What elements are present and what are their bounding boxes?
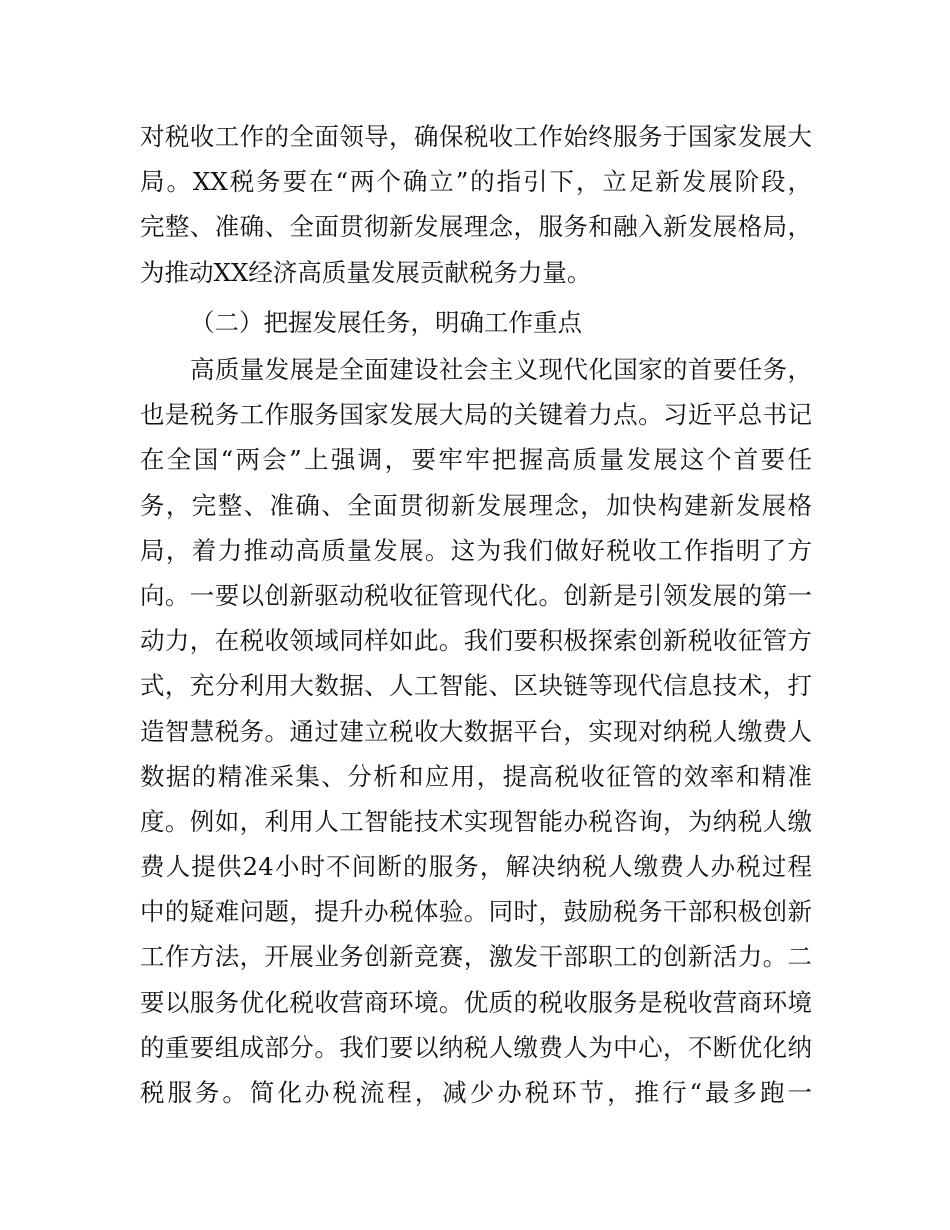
paragraph-1-line: 为推动XX经济高质量发展贡献税务力量。 [140, 257, 592, 287]
paragraph-2-line: 向。一要以创新驱动税收征管现代化。创新是引领发展的第一 [140, 580, 812, 610]
paragraph-2-line: 务，完整、准确、全面贯彻新发展理念，加快构建新发展格 [140, 490, 812, 520]
paragraph-2-line: 局，着力推动高质量发展。这为我们做好税收工作指明了方 [140, 535, 812, 565]
paragraph-1 [140, 114, 812, 295]
paragraph-1-line: 完整、准确、全面贯彻新发展理念，服务和融入新发展格局， [140, 212, 812, 242]
paragraph-2-line: 高质量发展是全面建设社会主义现代化国家的首要任务， [190, 355, 812, 384]
paragraph-2-line: 税服务。简化办税流程，减少办税环节，推行“最多跑一 [140, 1078, 812, 1107]
paragraph-2-line: 造智慧税务。通过建立税收大数据平台，实现对纳税人缴费人 [140, 716, 812, 746]
paragraph-2-line: 的重要组成部分。我们要以纳税人缴费人为中心，不断优化纳 [140, 1032, 812, 1062]
paragraph-2-line: 工作方法，开展业务创新竞赛，激发干部职工的创新活力。二 [140, 942, 812, 972]
paragraph-2 [140, 347, 812, 1115]
paragraph-2-line: 在全国“两会”上强调，要牢牢把握高质量发展这个首要任 [140, 445, 812, 475]
paragraph-2-line: 也是税务工作服务国家发展大局的关键着力点。习近平总书记 [140, 400, 812, 430]
paragraph-2-line: 式，充分利用大数据、人工智能、区块链等现代信息技术，打 [140, 671, 812, 701]
paragraph-2-line: 要以服务优化税收营商环境。优质的税收服务是税收营商环境 [140, 987, 812, 1017]
paragraph-2-line: 费人提供24小时不间断的服务，解决纳税人缴费人办税过程 [140, 852, 812, 882]
paragraph-2-line: 动力，在税收领域同样如此。我们要积极探索创新税收征管方 [140, 626, 812, 656]
paragraph-1-line: 对税收工作的全面领导，确保税收工作始终服务于国家发展大 [140, 122, 812, 151]
paragraph-1-line: 局。XX税务要在“两个确立”的指引下，立足新发展阶段， [140, 167, 812, 197]
paragraph-2-line: 数据的精准采集、分析和应用，提高税收征管的效率和精准 [140, 761, 812, 791]
section-heading: （二）把握发展任务，明确工作重点 [190, 308, 582, 337]
paragraph-2-line: 中的疑难问题，提升办税体验。同时，鼓励税务干部积极创新 [140, 897, 812, 927]
paragraph-2-line: 度。例如，利用人工智能技术实现智能办税咨询，为纳税人缴 [140, 806, 812, 836]
